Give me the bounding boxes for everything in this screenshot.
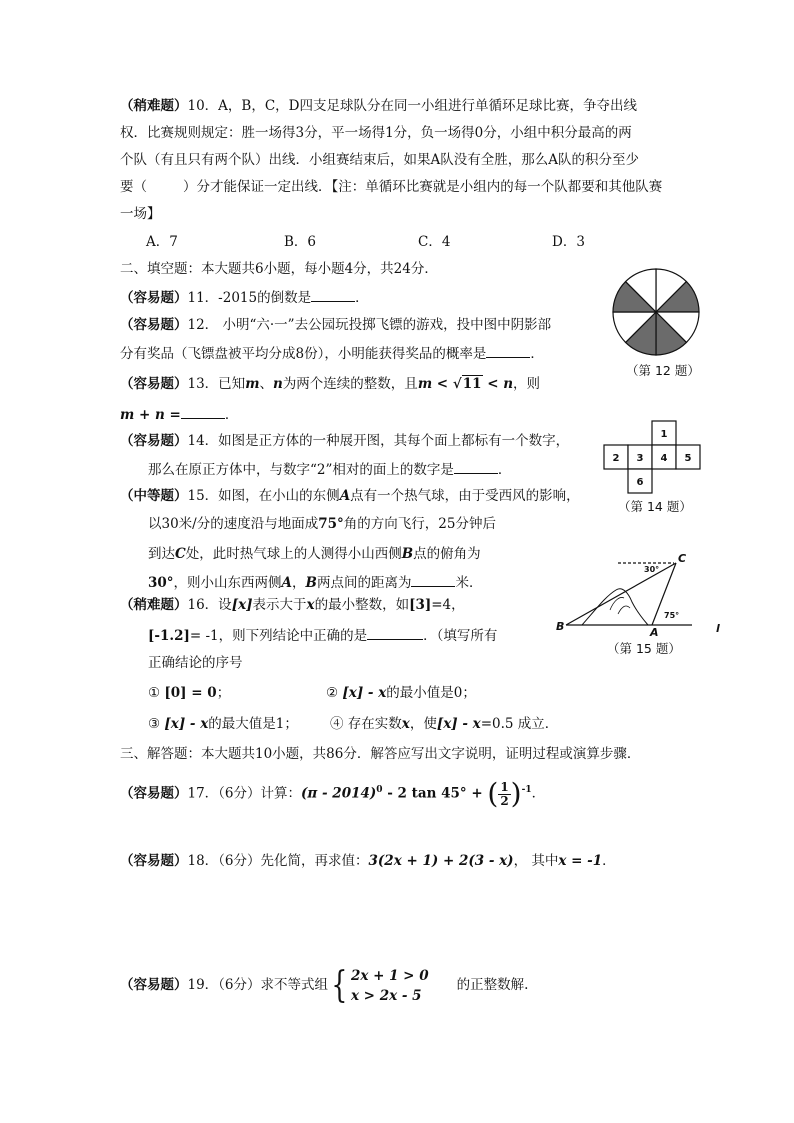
cube-net-figure (603, 420, 703, 494)
q11: （容易题）11．-2015的倒数是 ． (120, 287, 369, 308)
q10-option-c: C．4 (418, 234, 451, 250)
q10-option-d: D．3 (552, 234, 585, 250)
q15-line1: （中等题）15．如图，在小山的东侧A点有一个热气球，由于受西风的影响， (120, 488, 580, 504)
dartboard-figure (610, 266, 702, 358)
q18: （容易题）18．（6分）先化简，再求值：3(2x + 1) + 2(3 - x)， 其中x = -1． (120, 853, 616, 869)
q16-option-4: ④ 存在实数x，使[x] - x=0.5 成立． (330, 716, 559, 732)
q15-caption: （第 15 题） (607, 641, 681, 656)
q10-line2: 权．比赛规则规定：胜一场得3分，平一场得1分，负一场得0分，小组中积分最高的两 (120, 125, 632, 141)
q13-line1: （容易题）13．已知m、n为两个连续的整数，且m < √11 < n，则 (120, 376, 541, 392)
q12-line2: 分有奖品（飞镖盘被平均分成8份），小明能获得奖品的概率是 ． (120, 343, 544, 364)
net-cell-4: 4 (660, 453, 668, 464)
q12-line1: （容易题）12． 小明“六·一”去公园玩投掷飞镖的游戏，投中图中阴影部 (120, 317, 552, 333)
q17: （容易题）17．（6分）计算：(π - 2014)$^0$ - 2 tan 45° + ( $\frac{1}{2}$ )$^{-1}$． (120, 777, 546, 810)
net-cell-6: 6 (636, 477, 644, 488)
label-B: B (556, 620, 565, 633)
q15-line3: 到达C处，此时热气球上的人测得小山西侧B点的俯角为 (148, 546, 481, 562)
net-cell-2: 2 (612, 453, 620, 464)
q14-line1: （容易题）14．如图是正方体的一种展开图，其每个面上都标有一个数字， (120, 433, 570, 449)
q14-line2: 那么在原正方体中，与数字“2”相对的面上的数字是 ． (148, 459, 511, 480)
net-cell-3: 3 (636, 453, 644, 464)
q10-line5: 一场】 (120, 206, 161, 222)
q16-line1: （稍难题）16．设[x]表示大于x的最小整数，如[3]=4， (120, 597, 465, 613)
q10-tag: （稍难题） (120, 98, 188, 114)
q16-option-1: ① [0] = 0； (148, 685, 231, 701)
q15-line4: 30°，则小山东西两侧A，B两点间的距离为 米． (148, 572, 482, 593)
q13-line2: m + n = ． (120, 404, 238, 425)
label-C: C (678, 552, 687, 565)
q10-line4: 要（ ）分才能保证一定出线．【注：单循环比赛就是小组内的每一个队都要和其他队赛 (120, 179, 663, 195)
q10-line3: 个队（有且只有两个队）出线．小组赛结束后，如果A队没有全胜，那么A队的积分至少 (120, 152, 639, 168)
net-cell-1: 1 (660, 429, 668, 440)
label-A: A (650, 626, 659, 636)
label-75: 75° (664, 611, 680, 620)
balloon-figure (552, 552, 728, 636)
q16-option-2: ② [x] - x的最小值是0； (326, 685, 476, 701)
q16-option-3: ③ [x] - x的最大值是1； (148, 716, 298, 732)
q10-option-a: A．7 (146, 234, 178, 250)
label-l: l (716, 622, 720, 635)
section2-heading: 二、填空题：本大题共6小题，每小题4分，共24分． (120, 261, 438, 277)
q12-caption: （第 12 题） (626, 363, 700, 378)
q16-line3: 正确结论的序号 (148, 655, 243, 671)
q10-option-b: B．6 (284, 234, 317, 250)
label-30: 30° (644, 565, 660, 574)
q14-caption: （第 14 题） (618, 499, 692, 514)
net-cell-5: 5 (684, 453, 692, 464)
section3-heading: 三、解答题：本大题共10小题，共86分．解答应写出文字说明，证明过程或演算步骤． (120, 746, 641, 762)
q19: （容易题）19．（6分）求不等式组{ 2x + 1 > 0 x > 2x - 5 的正整数解. (120, 964, 529, 1006)
q15-line2: 以30米/分的速度沿与地面成75°角的方向飞行，25分钟后 (148, 516, 496, 532)
q16-line2: [-1.2]= -1，则下列结论中正确的是 ．（填写所有 (148, 625, 497, 646)
q10-line1: （稍难题）10．A，B，C，D四支足球队分在同一小组进行单循环足球比赛，争夺出线 (120, 98, 638, 114)
